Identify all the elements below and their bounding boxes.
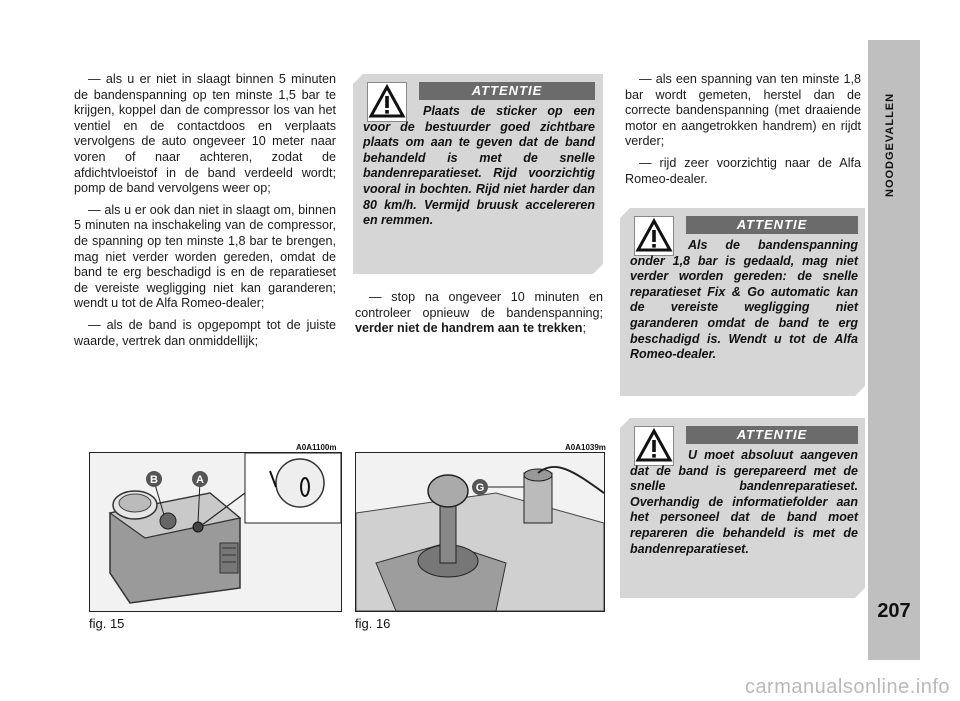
watermark: carmanualsonline.info (744, 676, 950, 698)
figure-caption: fig. 15 (89, 616, 125, 631)
column-3 (625, 72, 861, 193)
figure-code: A0A1039m (565, 443, 606, 452)
section-label: NOODGEVALLEN (884, 92, 896, 198)
column-1 (74, 72, 336, 355)
figure-code: A0A1100m (296, 443, 337, 452)
warning-box-3 (620, 418, 865, 598)
col1-paragraph-3: — als de band is opgepompt tot de juiste waarde, vertrek dan onmiddellijk; (74, 317, 336, 348)
warning-title: ATTENTIE (686, 426, 858, 444)
gear-lever-illustration (356, 453, 604, 611)
warning-text: Als de bandenspanning onder 1,8 bar is gedaald, mag niet verder worden gereden: de snelle reparatieset Fix & Go automatic kan de vereiste wegligging niet garanderen omdat de band te erg beschadigd is. Wendt u tot de Alfa Romeo-dealer. (630, 238, 858, 362)
col2-paragraph-1 (355, 290, 603, 337)
warning-text: U moet absoluut aangeven dat de band is gerepareerd met de snelle bandenreparatieset. Overhandig de informatiefolder aan het personeel dat de band moet repareren die behandeld is met de bandenreparatieset. (630, 448, 858, 556)
warning-text: Plaats de sticker op een voor de bestuurder goed zichtbare plaats om aan te geven dat de band behandeld is met de snelle bandenreparatieset. Rijd voorzichtig vooral in bochten. Rijd niet harder dan 80 km/h. Vermijd bruusk accelereren en remmen. (363, 104, 595, 228)
col2-normal-text: — stop na ongeveer 10 minuten en controleer opnieuw de bandenspanning; (355, 290, 603, 320)
col2-bold-text: verder niet de handrem aan te trekken (355, 321, 583, 336)
column-2 (355, 290, 603, 343)
warning-box-1 (353, 74, 603, 274)
callout-label-a: A (196, 474, 204, 486)
callout-label-b: B (150, 474, 158, 486)
col2-end-text: ; (582, 321, 586, 336)
col1-paragraph-2: — als u er ook dan niet in slaagt om, binnen 5 minuten na inschakeling van de compressor, de spanning op ten minste 1,8 bar te brengen, mag niet verder worden gereden, omdat de band te erg beschadigd is en de reparatieset de vereiste wegligging niet kan garanderen; wendt u tot de Alfa Romeo-dealer; (74, 202, 336, 311)
warning-title: ATTENTIE (419, 82, 595, 100)
warning-box-2 (620, 208, 865, 396)
callout-label-g: G (475, 482, 485, 494)
col3-paragraph-2: — rijd zeer voorzichtig naar de Alfa Romeo-dealer. (625, 155, 861, 186)
figure-caption: fig. 16 (355, 616, 391, 631)
col1-paragraph-1: — als u er niet in slaagt binnen 5 minuten de bandenspanning op ten minste 1,5 bar te krijgen, koppel dan de compressor los van het ventiel en de contactdoos en verplaats vervolgens de auto ongeveer 10 meter naar voren of naar achteren, zodat de afdichtvloeistof in de band verdeeld wordt; pomp de band vervolgens weer op; (74, 72, 336, 196)
warning-title: ATTENTIE (686, 216, 858, 234)
figure-15 (89, 452, 342, 612)
compressor-illustration (90, 453, 341, 611)
figure-16 (355, 452, 605, 612)
col3-paragraph-1: — als een spanning van ten minste 1,8 bar wordt gemeten, herstel dan de correcte bandenspanning (met draaiende motor en aangetrokken handrem) en rijdt verder; (625, 72, 861, 149)
page-number: 207 (877, 600, 911, 622)
